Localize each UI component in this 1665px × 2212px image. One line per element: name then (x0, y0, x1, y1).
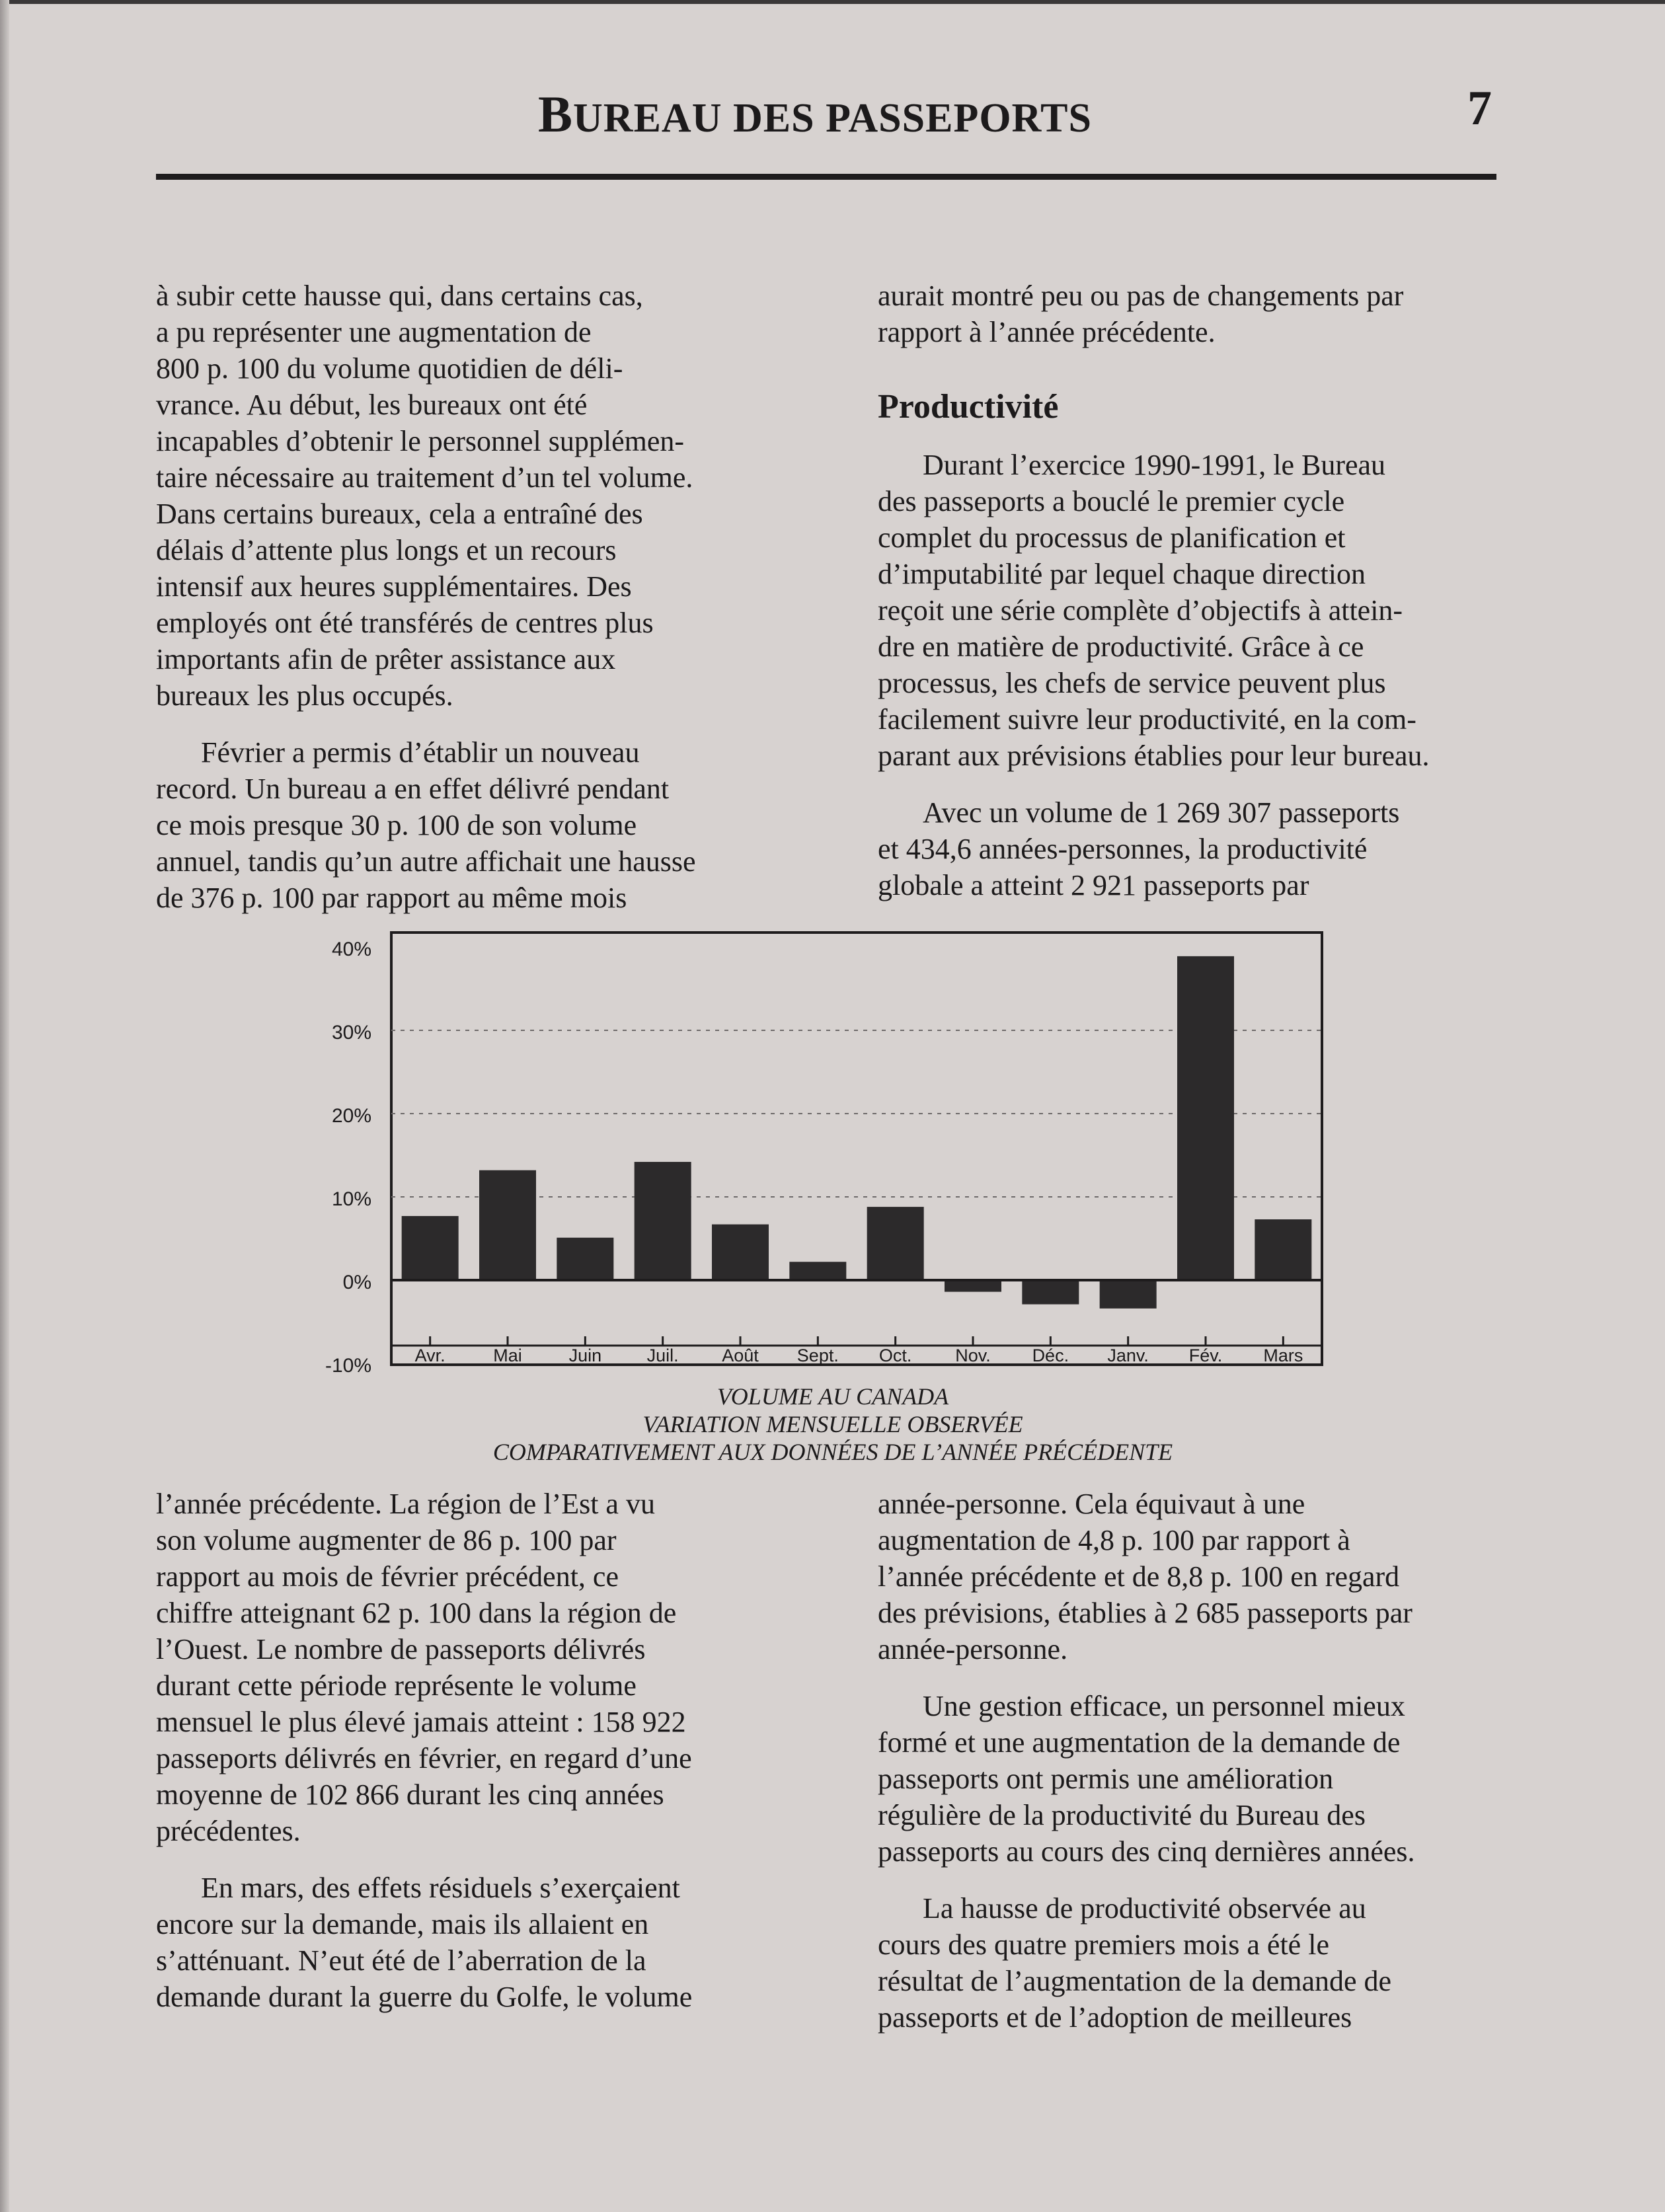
bar (402, 1216, 459, 1280)
bar (1255, 1219, 1311, 1280)
page-number: 7 (1467, 81, 1492, 135)
x-tick-label: Déc. (1032, 1346, 1069, 1365)
y-tick-label: 10% (331, 1188, 371, 1210)
x-tick-label: Juil. (646, 1346, 679, 1365)
column-top-right (878, 278, 1512, 903)
paragraph: Avec un volume de 1 269 307 passeports et 434,6 années-personnes, la productivité globale a atteint 2 921 passeports par (878, 796, 1400, 901)
bar (479, 1170, 536, 1280)
caption-line: COMPARATIVEMENT AUX DONNÉES DE L’ANNÉE PRÉCÉDENTE (492, 1439, 1173, 1465)
paragraph: année-personne. Cela équivaut à une augmentation de 4,8 p. 100 par rapport à l’année précédente et de 8,8 p. 100 en regard des prévisions, établies à 2 685 passeports par année-personne. (878, 1488, 1413, 1665)
bar-chart (278, 925, 1348, 1375)
x-tick-label: Mai (493, 1346, 522, 1365)
paragraph: à subir cette hausse qui, dans certains cas, a pu représenter une augmentation de 800 p. 100 du volume quotidien de déli- vrance. Au début, les bureaux ont été incapables d’obtenir le personnel supplémen- taire nécessaire au traitement d’un tel volume. Dans certains bureaux, cela a entraîné des délais d’attente plus longs et un recours intensif aux heures supplémentaires. Des employés ont été transférés de centres plus importants afin de prêter assistance aux bureaux les plus occupés. (156, 280, 693, 712)
paragraph: La hausse de productivité observée au cours des quatre premiers mois a été le résultat de l’augmentation de la demande de passeports et de l’adoption de meilleures (878, 1892, 1392, 2034)
x-tick-label: Août (722, 1346, 759, 1365)
bar (789, 1262, 846, 1280)
header-rule (156, 174, 1496, 180)
y-axis-labels (325, 938, 371, 1375)
page-title-initial: B (538, 85, 574, 143)
y-tick-label: 0% (342, 1272, 371, 1293)
page-title (538, 85, 1092, 144)
x-tick-label: Fév. (1188, 1346, 1223, 1365)
page-top-edge (0, 0, 1665, 4)
bars (402, 956, 1312, 1309)
bar (712, 1225, 769, 1280)
bar (867, 1207, 924, 1280)
bar (557, 1238, 613, 1280)
column-top-left (156, 278, 777, 916)
paragraph: En mars, des effets résiduels s’exerçaient encore sur la demande, mais ils allaient en s’atténuant. N’eut été de l’aberration de la demande durant la guerre du Golfe, le volume (156, 1872, 693, 2013)
caption-line: VARIATION MENSUELLE OBSERVÉE (642, 1411, 1023, 1437)
y-tick-label: 30% (331, 1022, 371, 1044)
y-tick-label: 20% (331, 1105, 371, 1127)
column-bottom-right (878, 1486, 1512, 2036)
y-tick-label: -10% (325, 1355, 371, 1375)
x-tick-label: Avr. (414, 1346, 445, 1365)
page-left-edge (0, 0, 9, 2212)
paragraph: Février a permis d’établir un nouveau record. Un bureau a en effet délivré pendant ce mois presque 30 p. 100 de son volume annuel, tandis qu’un autre affichait une hausse de 376 p. 100 par rapport au même mois (156, 736, 696, 914)
x-axis-labels (415, 1336, 1303, 1365)
x-tick-label: Oct. (878, 1346, 912, 1365)
paragraph: l’année précédente. La région de l’Est a vu son volume augmenter de 86 p. 100 par rapport au mois de février précédent, ce chiffre atteignant 62 p. 100 dans la région de l’Ouest. Le nombre de passeports délivrés durant cette période représente le volume mensuel le plus élevé jamais atteint : 158 922 passeports délivrés en février, en regard d’une moyenne de 102 866 durant les cinq années précédentes. (156, 1488, 692, 1847)
x-tick-label: Janv. (1107, 1346, 1149, 1365)
page-title-rest: UREAU DES PASSEPORTS (573, 96, 1092, 141)
bar (1177, 956, 1234, 1280)
x-tick-label: Juin (568, 1346, 602, 1365)
column-bottom-left (156, 1486, 777, 2015)
x-tick-label: Sept. (796, 1346, 839, 1365)
bar (635, 1162, 691, 1280)
x-tick-label: Mars (1263, 1346, 1303, 1365)
paragraph: Une gestion efficace, un personnel mieux formé et une augmentation de la demande de passeports ont permis une amélioration régulière de la productivité du Bureau des passeports au cours des cinq dernières années. (878, 1690, 1415, 1868)
paragraph: aurait montré peu ou pas de changements par rapport à l’année précédente. (878, 280, 1404, 348)
caption-line: VOLUME AU CANADA (716, 1383, 949, 1410)
y-tick-label: 40% (331, 938, 371, 960)
paragraph: Durant l’exercice 1990-1991, le Bureau des passeports a bouclé le premier cycle complet du processus de planification et d’imputabilité par lequel chaque direction reçoit une série complète d’objectifs à attein- dre en matière de productivité. Grâce à ce processus, les chefs de service peuvent plus facilement suivre leur productivité, en la com- parant aux prévisions établies pour leur bureau. (878, 449, 1430, 772)
bar (1022, 1280, 1079, 1305)
bar (1100, 1280, 1157, 1309)
x-tick-label: Nov. (955, 1346, 991, 1365)
bar (945, 1280, 1001, 1292)
section-heading: Productivité (878, 388, 1059, 426)
chart-caption (370, 1383, 1296, 1466)
